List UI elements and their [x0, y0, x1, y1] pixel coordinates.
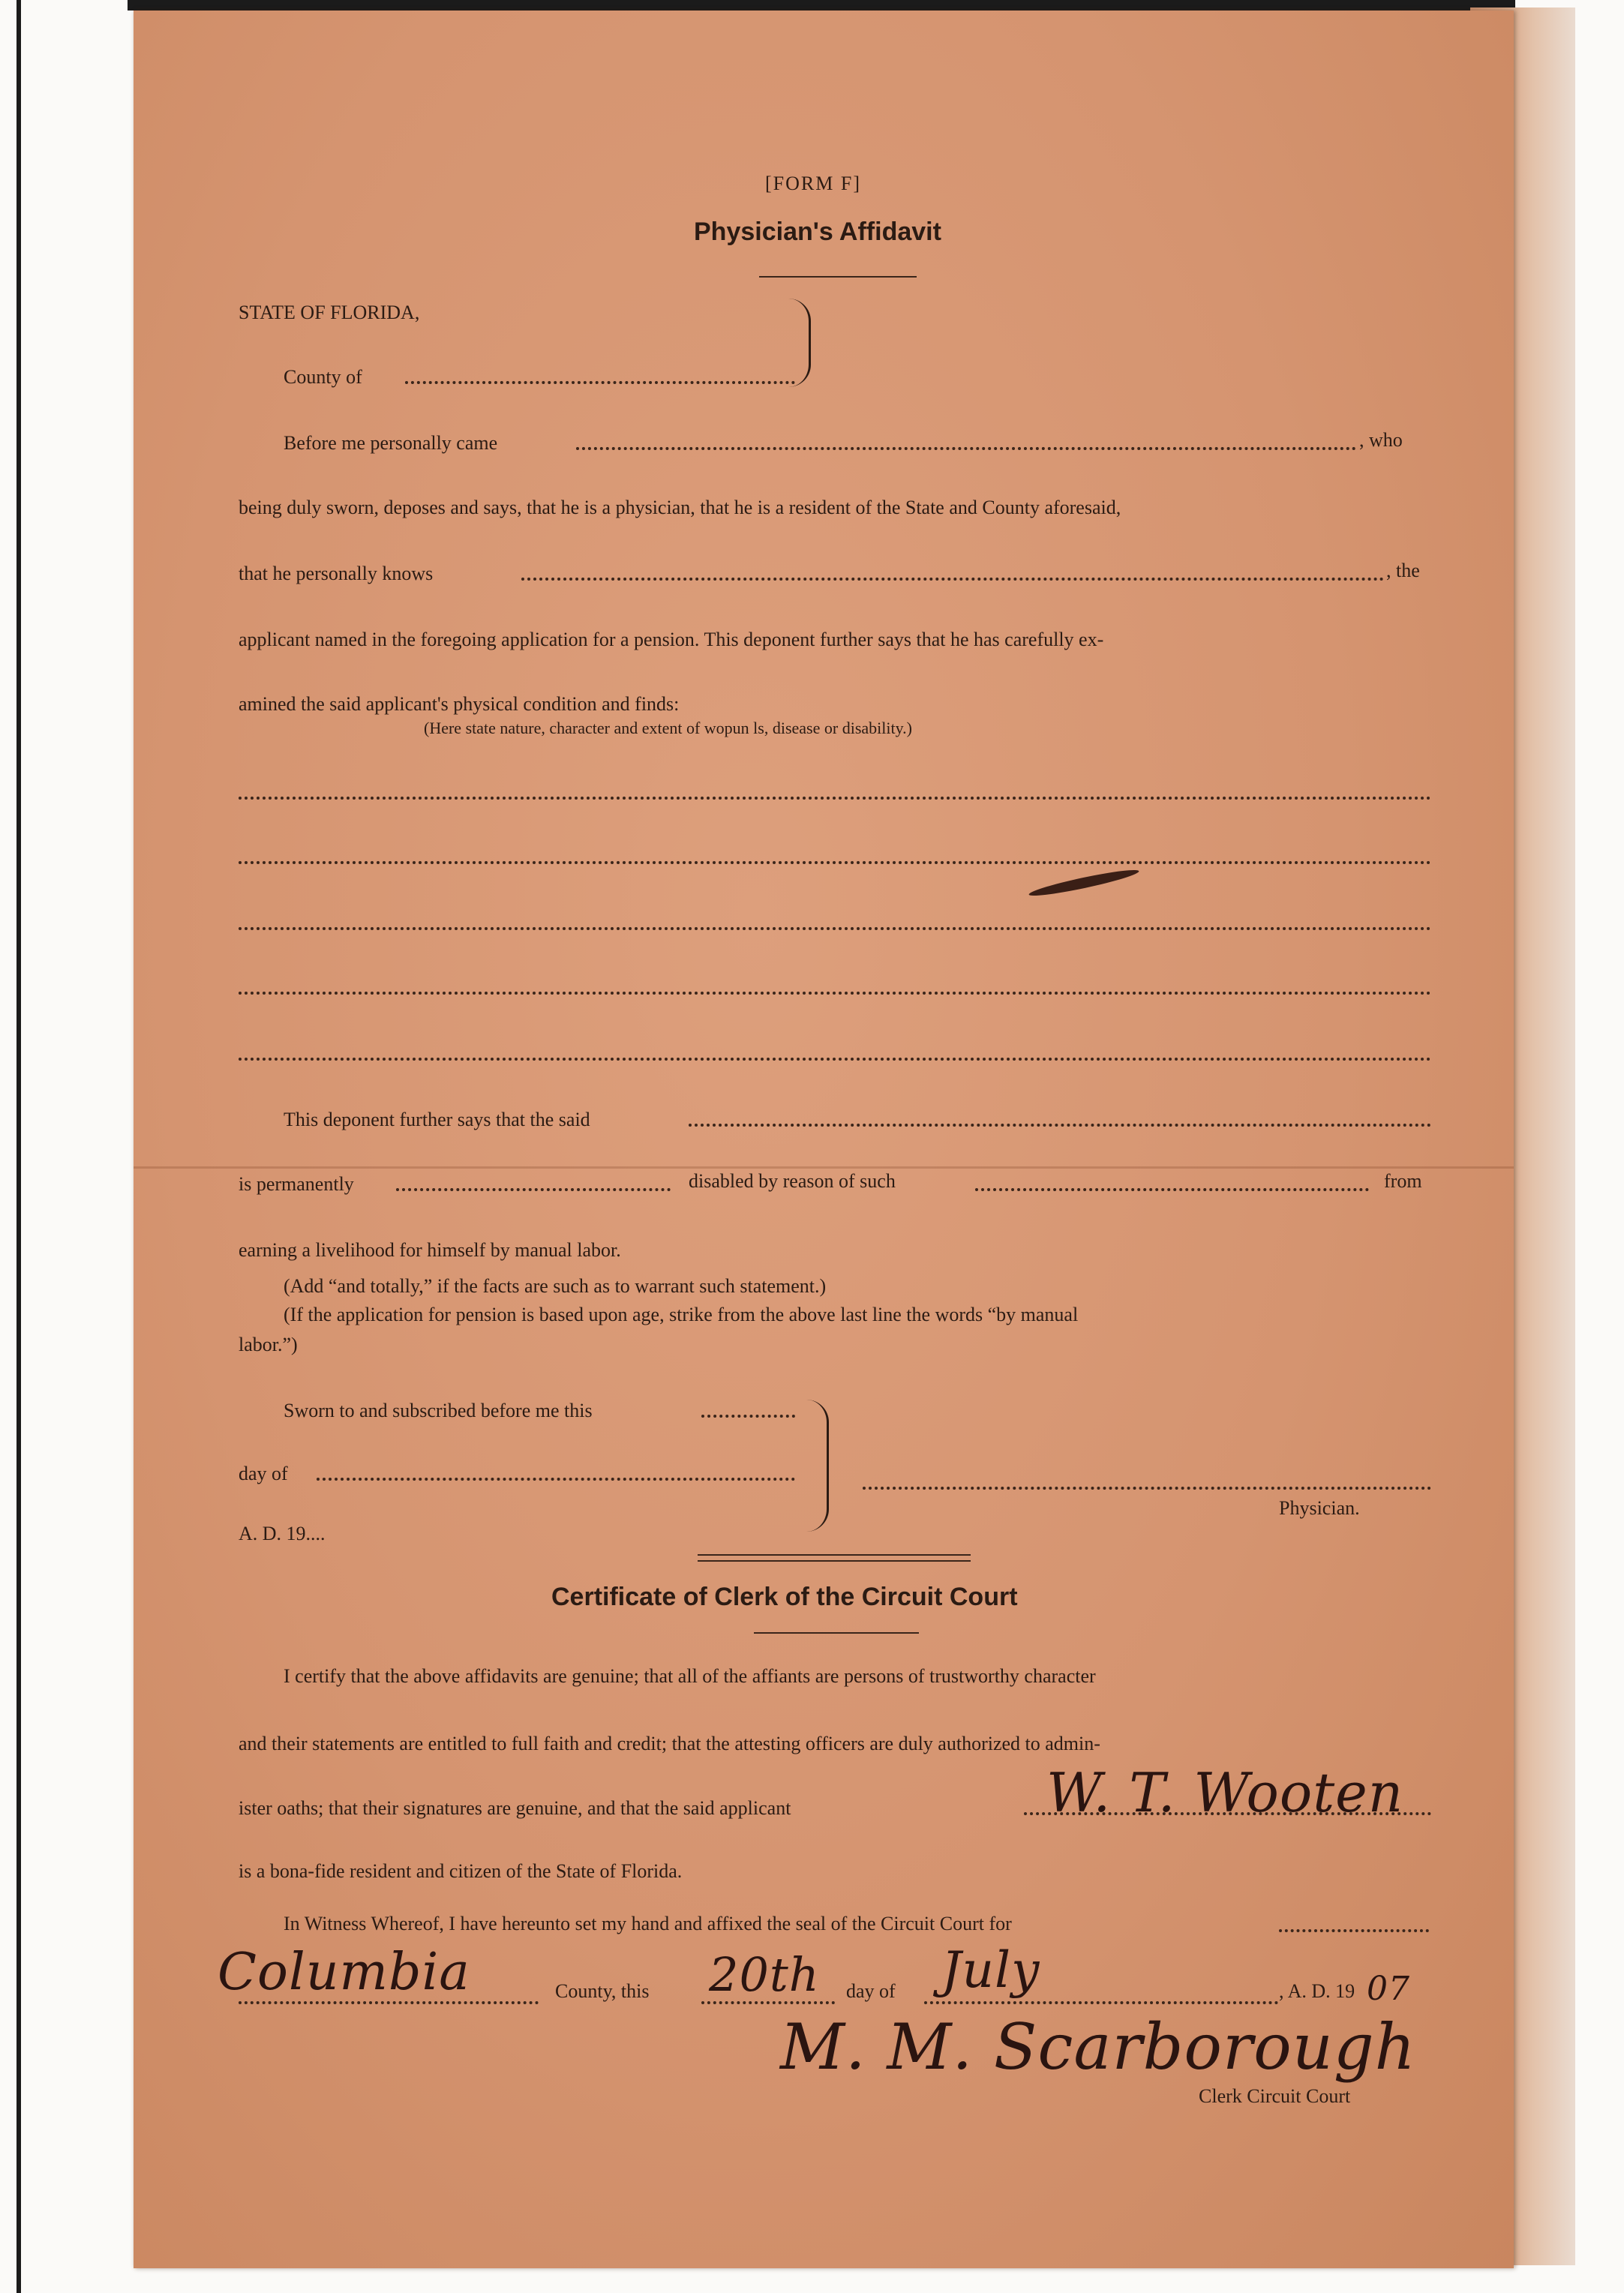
- note-age-2: labor.”): [239, 1334, 298, 1355]
- title-rule: [759, 276, 917, 278]
- county-this-text: County, this: [555, 1980, 650, 2002]
- cert-line-2: and their statements are entitled to full faith and credit; that the attesting officers are duly authorized to admin-: [239, 1733, 1100, 1754]
- witness-blank: [1279, 1929, 1429, 1932]
- permanently-text: is permanently: [239, 1173, 354, 1195]
- form-label: [FORM F]: [765, 173, 861, 194]
- county-label: County of: [284, 366, 362, 388]
- permanently-blank: [396, 1188, 671, 1191]
- ad-19-2-text: , A. D. 19: [1279, 1980, 1355, 2002]
- who-text: , who: [1359, 429, 1403, 451]
- certificate-rule: [754, 1632, 919, 1634]
- note-age-1: (If the application for pension is based upon age, strike from the above last line the words “by manual: [284, 1304, 1079, 1325]
- before-me-text: Before me personally came: [284, 432, 498, 454]
- knows-text: that he personally knows: [239, 563, 434, 584]
- scan-border-top: [128, 0, 1515, 11]
- physician-label: Physician.: [1279, 1497, 1360, 1519]
- clerk-signature: M. M. Scarborough: [780, 2010, 1416, 2084]
- venue-brace: [788, 299, 811, 387]
- findings-blank-1: [239, 797, 1431, 800]
- sworn-day-blank: [701, 1415, 795, 1418]
- cert-line-4: is a bona-fide resident and citizen of the State of Florida.: [239, 1860, 683, 1882]
- examined-note: (Here state nature, character and extent of wopun ls, disease or disability.): [424, 719, 912, 737]
- disability-blank: [975, 1188, 1369, 1191]
- clerk-label: Clerk Circuit Court: [1199, 2085, 1351, 2107]
- note-add: (Add “and totally,” if the facts are such as to warrant such statement.): [284, 1275, 827, 1297]
- applicant-blank: [521, 578, 1384, 581]
- county-name-handwritten: Columbia: [218, 1943, 470, 2002]
- affiant-blank: [576, 447, 1356, 450]
- month-blank: [924, 2001, 1278, 2004]
- section-divider-top: [698, 1554, 971, 1556]
- section-divider-bottom: [698, 1560, 971, 1562]
- applicant-text: applicant named in the foregoing application for a pension. This deponent further says that he has carefully ex-: [239, 629, 1104, 650]
- further-says-blank: [689, 1124, 1431, 1127]
- day-of-text: day of: [239, 1463, 288, 1484]
- cert-line-1: I certify that the above affidavits are genuine; that all of the affiants are persons of trustworthy character: [284, 1665, 1096, 1687]
- applicant-name-handwritten: W. T. Wooten: [1046, 1761, 1404, 1824]
- county-blank: [405, 381, 795, 384]
- jurat-brace: [803, 1400, 829, 1532]
- ad-19-text: A. D. 19....: [239, 1523, 326, 1544]
- disabled-by-text: disabled by reason of such: [689, 1170, 896, 1192]
- day-handwritten: 20th: [709, 1947, 820, 2002]
- cert-line-3: ister oaths; that their signatures are genuine, and that the said applicant: [239, 1797, 791, 1819]
- examined-text: amined the said applicant's physical condition and finds:: [239, 693, 680, 715]
- the-text: , the: [1386, 560, 1420, 581]
- sworn-text: being duly sworn, deposes and says, that he is a physician, that he is a resident of the State and County aforesaid,: [239, 497, 1121, 518]
- sworn-to-text: Sworn to and subscribed before me this: [284, 1400, 593, 1421]
- earning-text: earning a livelihood for himself by manual labor.: [239, 1239, 621, 1261]
- page-title: Physician's Affidavit: [694, 218, 941, 246]
- year-handwritten: 07: [1367, 1970, 1410, 2008]
- findings-blank-2: [239, 861, 1431, 864]
- page-fold: [134, 1166, 1514, 1169]
- scan-border-left: [17, 0, 21, 2293]
- month-handwritten: July: [941, 1941, 1040, 1999]
- further-says-text: This deponent further says that the said: [284, 1109, 590, 1130]
- jurat-month-blank: [317, 1478, 795, 1481]
- findings-blank-5: [239, 1058, 1431, 1061]
- day-of-2-text: day of: [846, 1980, 896, 2002]
- from-text: from: [1384, 1170, 1422, 1192]
- findings-blank-4: [239, 992, 1431, 995]
- witness-text: In Witness Whereof, I have hereunto set my hand and affixed the seal of the Circuit Court for: [284, 1913, 1012, 1934]
- physician-signature-blank: [863, 1487, 1431, 1490]
- certificate-title: Certificate of Clerk of the Circuit Court: [551, 1583, 1018, 1611]
- state-label: STATE OF FLORIDA,: [239, 302, 420, 323]
- findings-blank-3: [239, 927, 1431, 930]
